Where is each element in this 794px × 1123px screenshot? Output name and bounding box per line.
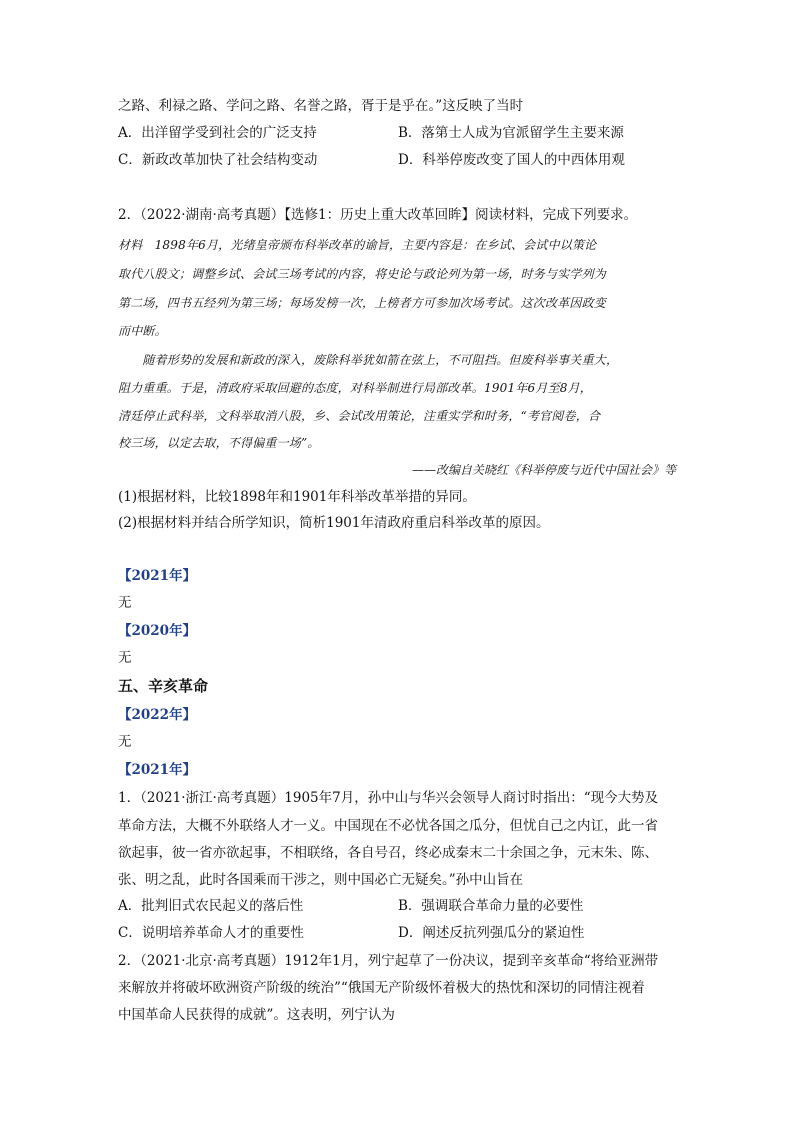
year-heading: 【2021年】	[118, 762, 197, 778]
option-c: C．新政改革加快了社会结构变动	[118, 152, 318, 168]
year-heading: 【2022年】	[118, 707, 197, 723]
question-line: 1．（2021·浙江·高考真题）1905年7月，孙中山与华兴会领导人商讨时指出：“现今大势及	[118, 790, 659, 806]
sub-question-1: (1)根据材料，比较1898年和1901年科举改革举措的异同。	[118, 489, 476, 505]
material-line: 校三场，以定去取，不得偏重一场”。	[118, 436, 320, 450]
material-line: 阻力重重。于是，清政府采取回避的态度，对科举制进行局部改革。1901年6月至8月，	[118, 381, 593, 395]
material-line: 取代八股文；调整乡试、会试三场考试的内容，将史论与政论列为第一场，时务与实学列为	[118, 267, 607, 281]
question-line: 张、明之乱，此时各国乘而干涉之，则中国必亡无疑矣。”孙中山旨在	[118, 872, 524, 888]
option-a: A．批判旧式农民起义的落后性	[118, 898, 304, 914]
material-source: ——改编自关晓红《科举停废与近代中国社会》等	[411, 463, 676, 477]
none-text: 无	[118, 650, 132, 666]
year-heading: 【2020年】	[118, 623, 197, 639]
option-d: D．科举停废改变了国人的中西体用观	[398, 152, 625, 168]
option-b: B．强调联合革命力量的必要性	[398, 898, 584, 914]
section-heading: 五、辛亥革命	[118, 677, 209, 695]
option-c: C．说明培养革命人才的重要性	[118, 925, 304, 941]
none-text: 无	[118, 595, 132, 611]
option-d: D．阐述反抗列强瓜分的紧迫性	[398, 925, 585, 941]
question-line: 2．（2021·北京·高考真题）1912年1月，列宁起草了一份决议，提到辛亥革命“将给亚洲带	[118, 953, 659, 969]
material-line: 清廷停止武科举，文科举取消八股，乡、会试改用策论，注重实学和时务，“考官阅卷，合	[118, 409, 601, 423]
question-line: 中国革命人民获得的成就”。这表明，列宁认为	[118, 1007, 395, 1023]
question-line: 欲起事，彼一省亦欲起事，不相联络，各自号召，终必成秦末二十余国之争，元末朱、陈、	[118, 845, 658, 861]
option-b: B．落第士人成为官派留学生主要来源	[398, 125, 624, 141]
question-stem: 2．（2022·湖南·高考真题）【选修1：历史上重大改革回眸】阅读材料，完成下列要求。	[118, 207, 638, 223]
question-line: 革命方法，大概不外联络人才一义。中国现在不必忧各国之瓜分，但忧自己之内讧，此一省	[118, 818, 658, 834]
question-stem-tail: 之路、利禄之路、学问之路、名誉之路，胥于是乎在。”这反映了当时	[118, 98, 524, 114]
material-line: 而中断。	[118, 324, 167, 338]
sub-question-2: (2)根据材料并结合所学知识，简析1901年清政府重启科举改革的原因。	[118, 515, 550, 531]
question-line: 来解放并将破坏欧洲资产阶级的统治”“俄国无产阶级怀着极大的热忱和深切的同情注视着	[118, 980, 645, 996]
material-line: 第二场，四书五经列为第三场；每场发榜一次，上榜者方可参加次场考试。这次改革因政变	[118, 296, 607, 310]
year-heading: 【2021年】	[118, 568, 197, 584]
material-line: 材料 1898年6月，光绪皇帝颁布科举改革的谕旨，主要内容是：在乡试、会试中以策论	[118, 238, 597, 252]
material-line: 随着形势的发展和新政的深入，废除科举犹如箭在弦上，不可阻挡。但废科举事关重大，	[118, 353, 619, 367]
option-a: A．出洋留学受到社会的广泛支持	[118, 125, 317, 141]
none-text: 无	[118, 734, 132, 750]
